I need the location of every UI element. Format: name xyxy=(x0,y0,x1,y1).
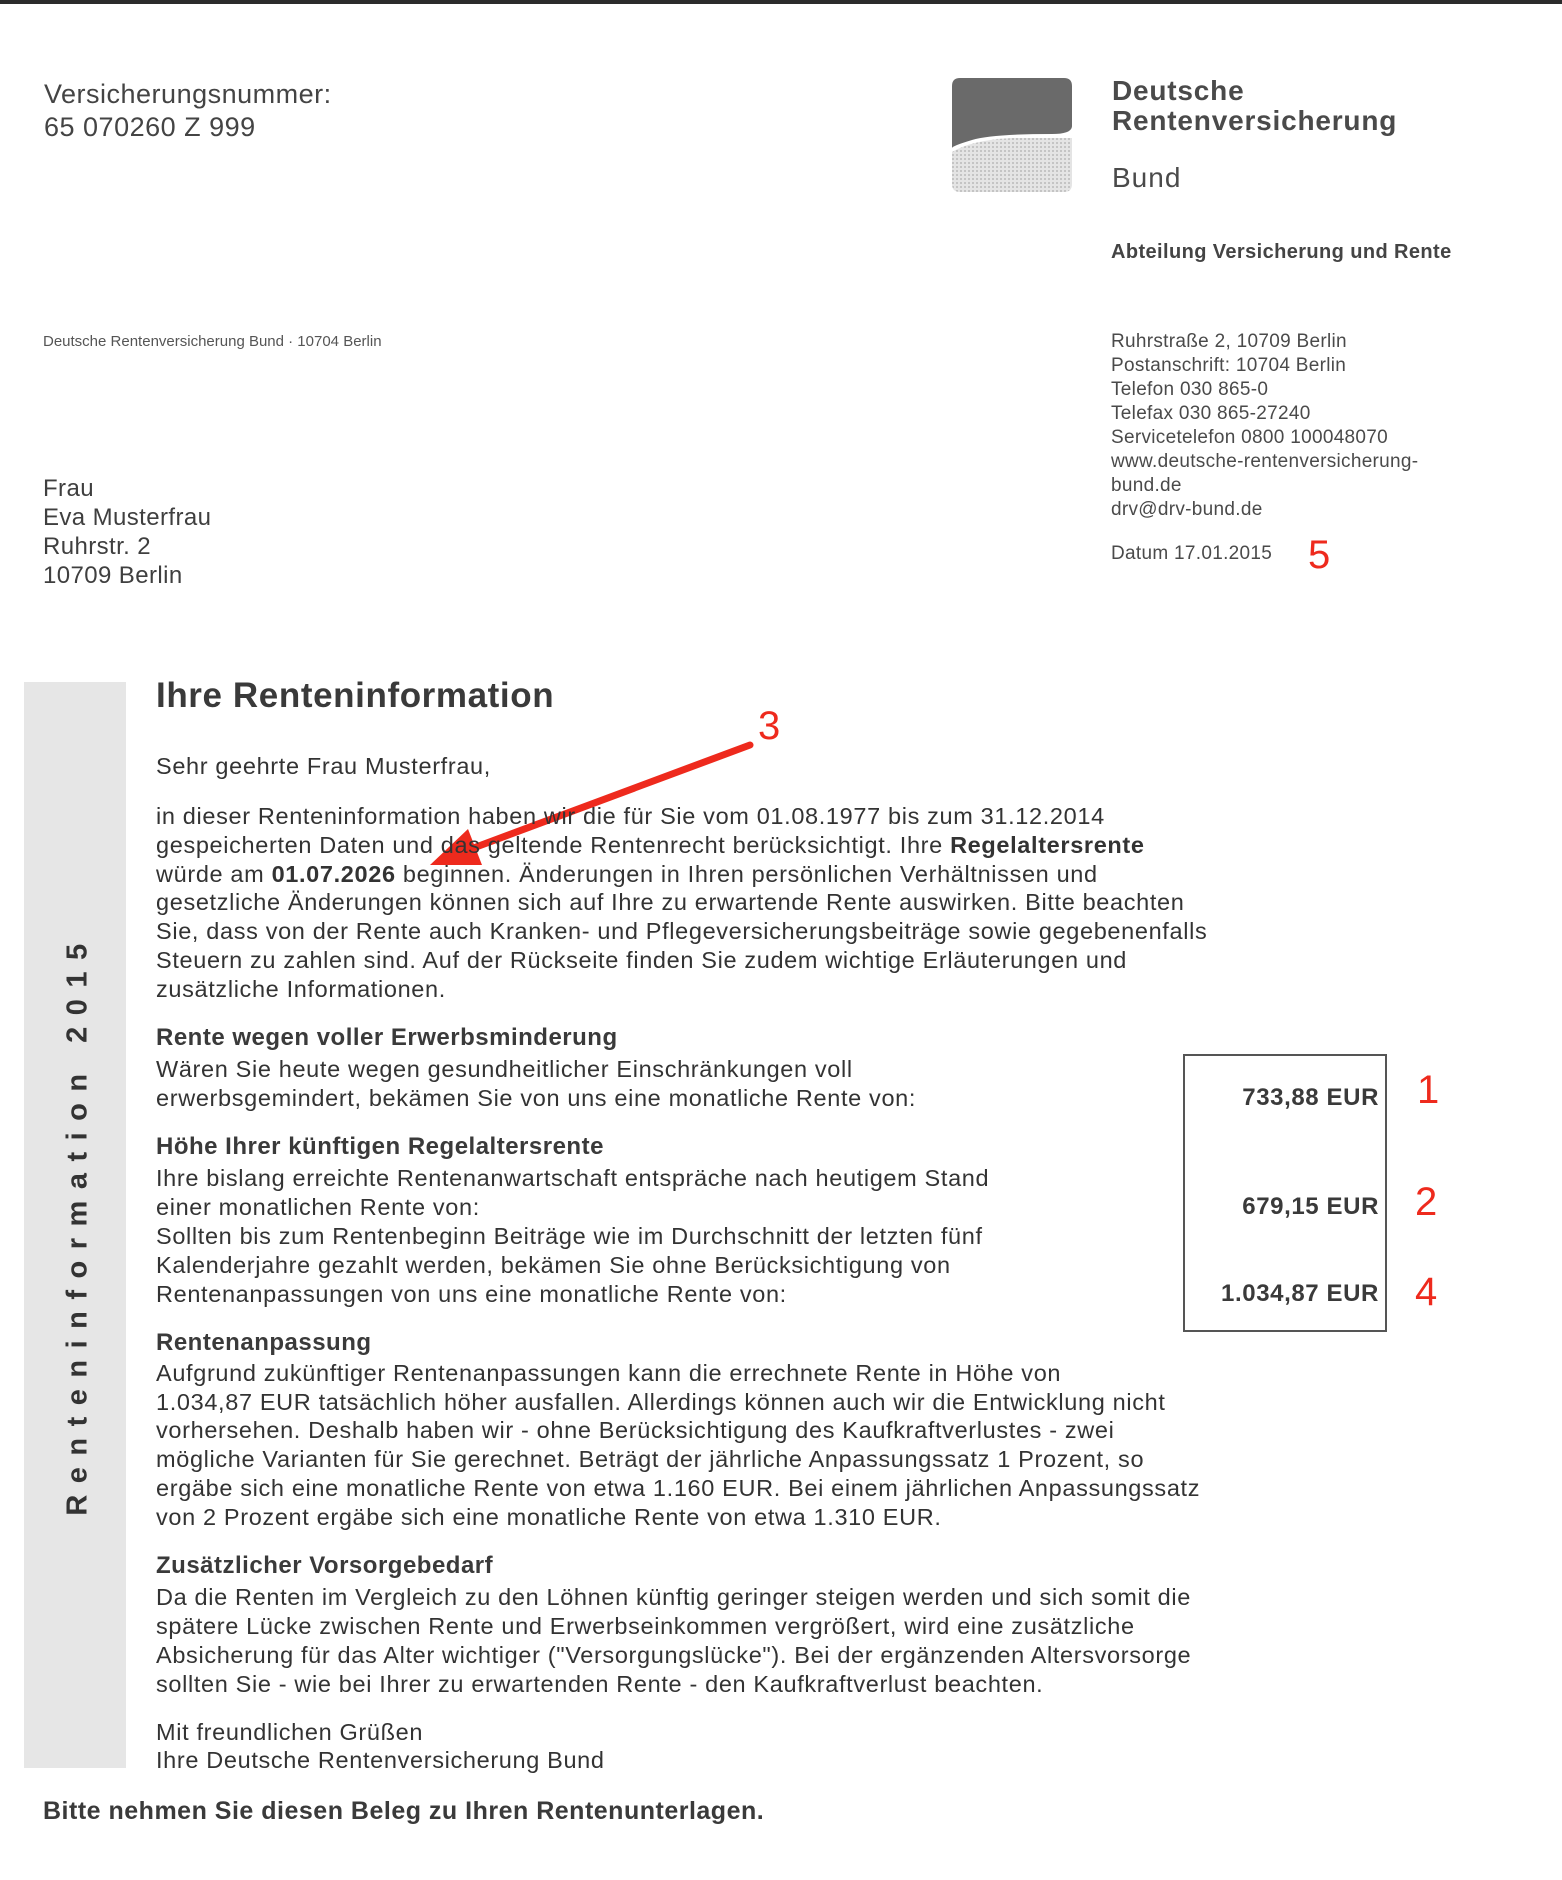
section-line: 1.034,87 EUR tatsächlich höher ausfallen. Allerdings können auch wir die Entwicklung nicht xyxy=(156,1389,1166,1415)
intro-line: Sie, dass von der Rente auch Kranken- und Pflegeversicherungsbeiträge sowie gegebenenfalls xyxy=(156,918,1208,944)
intro-text: gespeicherten Daten und das geltende Rentenrecht berücksichtigt. Ihre xyxy=(156,832,951,858)
insurance-number: 65 070260 Z 999 xyxy=(44,112,256,142)
section-line: Wären Sie heute wegen gesundheitlicher Einschränkungen voll xyxy=(156,1056,853,1082)
section-line: Ihre bislang erreichte Rentenanwartschaft entspräche nach heutigem Stand xyxy=(156,1165,990,1191)
contact-block xyxy=(1111,330,1418,522)
contact-website-cont[interactable]: bund.de xyxy=(1111,475,1182,496)
contact-fax: Telefax 030 865-27240 xyxy=(1111,403,1311,424)
intro-line: in dieser Renteninformation haben wir die für Sie vom 01.08.1977 bis zum 31.12.2014 xyxy=(156,803,1105,829)
section-heading-disability: Rente wegen voller Erwerbsminderung xyxy=(156,1024,618,1051)
letter-title: Ihre Renteninformation xyxy=(156,676,555,715)
section-line: mögliche Varianten für Sie gerechnet. Beträgt der jährliche Anpassungssatz 1 Prozent, so xyxy=(156,1446,1145,1472)
recipient-city: 10709 Berlin xyxy=(43,562,183,589)
annotation-1: 1 xyxy=(1417,1068,1440,1112)
letter-date: Datum 17.01.2015 xyxy=(1111,543,1273,564)
recipient-name: Eva Musterfrau xyxy=(43,504,212,531)
intro-line xyxy=(156,860,1098,888)
contact-phone: Telefon 030 865-0 xyxy=(1111,379,1269,400)
closing-signature: Ihre Deutsche Rentenversicherung Bund xyxy=(156,1747,605,1773)
contact-postal: Postanschrift: 10704 Berlin xyxy=(1111,355,1347,376)
section-line: Da die Renten im Vergleich zu den Löhnen künftig geringer steigen werden und sich somit die xyxy=(156,1584,1191,1610)
contact-website[interactable]: www.deutsche-rentenversicherung- xyxy=(1111,451,1419,472)
intro-line: gesetzliche Änderungen können sich auf Ihre zu erwartende Rente auswirken. Bitte beachten xyxy=(156,889,1185,915)
section-line: Sollten bis zum Rentenbeginn Beiträge wie im Durchschnitt der letzten fünf xyxy=(156,1223,983,1249)
sender-line: Deutsche Rentenversicherung Bund · 10704 Berlin xyxy=(43,333,382,350)
org-name-line1: Deutsche xyxy=(1112,75,1245,106)
section-line: Kalenderjahre gezahlt werden, bekämen Sie ohne Berücksichtigung von xyxy=(156,1252,951,1278)
sidebar-vertical-title: Renteninformation 2015 xyxy=(61,932,94,1516)
annotation-4: 4 xyxy=(1415,1270,1438,1314)
section-line: ergäbe sich eine monatliche Rente von etwa 1.160 EUR. Bei einem jährlichen Anpassungssatz xyxy=(156,1475,1201,1501)
recipient-address xyxy=(43,474,211,590)
closing-line: Mit freundlichen Grüßen xyxy=(156,1719,424,1745)
section-line: Absicherung für das Alter wichtiger ("Versorgungslücke"). Bei der ergänzenden Altersvorsorge xyxy=(156,1642,1192,1668)
section-line: Rentenanpassungen von uns eine monatliche Rente von: xyxy=(156,1281,787,1307)
intro-line xyxy=(156,831,1145,859)
section-heading-adjustment: Rentenanpassung xyxy=(156,1329,372,1356)
section-line: erwerbsgemindert, bekämen Sie von uns eine monatliche Rente von: xyxy=(156,1085,917,1111)
contact-address: Ruhrstraße 2, 10709 Berlin xyxy=(1111,331,1347,352)
section-line: spätere Lücke zwischen Rente und Erwerbseinkommen vergrößert, wird eine zusätzliche xyxy=(156,1613,1135,1639)
intro-line: Steuern zu zahlen sind. Auf der Rückseite finden Sie zudem wichtige Erläuterungen und xyxy=(156,947,1128,973)
section-heading-provision: Zusätzlicher Vorsorgebedarf xyxy=(156,1552,494,1579)
amount-disability-pension: 733,88 EUR xyxy=(1242,1084,1379,1111)
section-heading-old-age: Höhe Ihrer künftigen Regelaltersrente xyxy=(156,1133,604,1160)
section-line: von 2 Prozent ergäbe sich eine monatliche Rente von etwa 1.310 EUR. xyxy=(156,1504,942,1530)
amount-projected-pension: 1.034,87 EUR xyxy=(1221,1280,1379,1307)
department: Abteilung Versicherung und Rente xyxy=(1111,241,1452,263)
contact-service-phone: Servicetelefon 0800 100048070 xyxy=(1111,427,1389,448)
annotation-5: 5 xyxy=(1308,533,1331,577)
footer-note: Bitte nehmen Sie diesen Beleg zu Ihren Rentenunterlagen. xyxy=(43,1797,765,1825)
amount-current-entitlement: 679,15 EUR xyxy=(1242,1193,1379,1220)
intro-line: zusätzliche Informationen. xyxy=(156,976,446,1002)
insurance-number-label: Versicherungsnummer: xyxy=(44,79,332,109)
pension-start-date: 01.07.2026 xyxy=(271,861,396,887)
top-border xyxy=(0,0,1562,4)
recipient-salutation: Frau xyxy=(43,475,94,502)
intro-text: beginnen. Änderungen in Ihren persönlichen Verhältnissen und xyxy=(395,861,1098,887)
annotation-3: 3 xyxy=(758,704,781,748)
org-name-line3: Bund xyxy=(1112,162,1182,193)
section-line: vorhersehen. Deshalb haben wir - ohne Berücksichtigung des Kaufkraftverlustes - zwei xyxy=(156,1417,1115,1443)
pension-type-bold: Regelaltersrente xyxy=(950,832,1145,858)
drv-logo xyxy=(952,78,1072,192)
section-line: einer monatlichen Rente von: xyxy=(156,1194,480,1220)
recipient-street: Ruhrstr. 2 xyxy=(43,533,152,560)
org-name-line2: Rentenversicherung xyxy=(1112,105,1398,136)
annotation-2: 2 xyxy=(1415,1180,1438,1224)
intro-text: würde am xyxy=(156,861,272,887)
section-line: Aufgrund zukünftiger Rentenanpassungen kann die errechnete Rente in Höhe von xyxy=(156,1360,1062,1386)
section-line: sollten Sie - wie bei Ihrer zu erwartenden Rente - den Kaufkraftverlust beachten. xyxy=(156,1671,1044,1697)
greeting: Sehr geehrte Frau Musterfrau, xyxy=(156,753,491,779)
contact-email[interactable]: drv@drv-bund.de xyxy=(1111,499,1263,520)
